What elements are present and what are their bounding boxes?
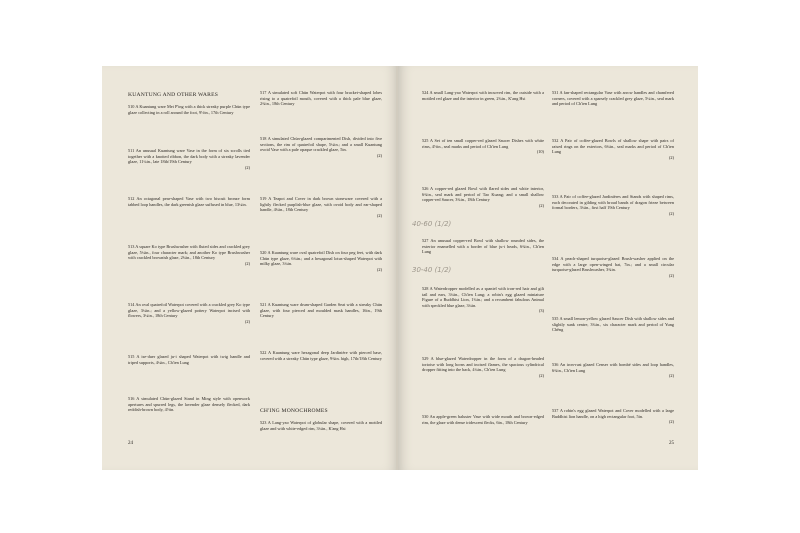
lot-text: 530 An apple-green baluster Vase with wide mouth and brown-edged rim, the glaze with dense iridescent flecks, 6in., 18th Century (422, 414, 544, 425)
lot-text: 524 A small Lang-yao Waterpot with incurved rim, the outside with a mottled red glaze and the interior in green, 2¾in., K'ang Hsi (422, 90, 544, 101)
lot-quantity: (2) (668, 419, 674, 425)
lot-text: 531 A fan-shaped rectangular Vase with arrow handles and chamfered corners, covered with a sparsely crackled grey glaze, 5¼in., seal mark and period of Ch'ien Lung (552, 90, 674, 107)
lot-537 (552, 408, 674, 425)
lot-quantity: (2) (244, 318, 250, 324)
lot-528 (422, 286, 544, 314)
lot-text: 533 A Pair of coffee-glazed Jardinières and Stands with shaped rims, each decorated in gilding with broad bands of dragon frieze between formal borders, 3¼in., first half 19th Century (552, 194, 674, 211)
lot-text: 528 A Waterdropper modelled as a spaniel with iron-red hair and gilt tail and ears, 3¼in., Ch'ien Lung; a robin's egg glazed miniature Figure of a Buddhist Lion, 1¾in.; and a recumbent fabulous Animal with speckled blue glaze, 3¼in. (422, 286, 544, 308)
lot-text: 515 A ise-duer glazed ju-i shaped Waterpot with twig handle and triped supports, 4¼in., Ch'ien Lung (128, 354, 250, 365)
open-catalogue (102, 66, 698, 470)
lot-text: 510 A Kuantung ware Mei P'ing with a thick streaky purple Chün type glaze collecting in a roll around the foot, 9½in., 17th Century (128, 104, 250, 115)
lot-text: 520 A Kuantung ware oval quatrefoil Dish on four peg feet, with dark Chün type glaze, 6¼in.; and a hexagonal lotus-shaped Waterpot with milky glaze, 3¼in. (260, 250, 382, 267)
lot-text: 518 A simulated Chün-glazed compartmented Dish, divided into five sections, the rim of quatrefoil shape, 5¼in.; and a small Kuantung ovoid Vase with a pale opaque crackled glaze, 5in. (260, 136, 382, 153)
lot-535 (552, 316, 674, 333)
lot-quantity: (2) (538, 372, 544, 378)
lot-520 (260, 250, 382, 272)
section-subheading: CH'ING MONOCHROMES (260, 408, 328, 414)
lot-text: 526 A copper-red glazed Bowl with flared sides and white interior, 6¾in., seal mark and period of Tao Kuang; and a small shallow copper-red Saucer, 3¾in., 18th Century (422, 186, 544, 203)
lot-text: 534 A peach-shaped turquoise-glazed Brush-washer applied on the edge with a large open-winged bat, 7in.; and a small circular turquoise-glazed Brushwasher, 3¾in. (552, 256, 674, 273)
lot-532 (552, 138, 674, 160)
lot-514 (128, 302, 250, 324)
lot-text: 529 A blue-glazed Waterdropper in the form of a dragon-headed tortoise with long horns and incised flames, the spacious cylindrical dropper fitting into the back, 4¼in., Ch'ien Lung (422, 356, 544, 373)
lot-quantity: (2) (244, 260, 250, 266)
lot-text: 525 A Set of ten small copper-red glazed Saucer Dishes with white rims, 4½in., seal marks and period of Ch'ien Lung (422, 138, 544, 149)
lot-517 (260, 90, 382, 107)
lot-text: 522 A Kuantung ware hexagonal deep Jardinière with pierced base, covered with a streaky Chün type glaze, 9¾in. high, 17th/18th Century (260, 350, 382, 361)
lot-519 (260, 196, 382, 218)
lot-518 (260, 136, 382, 158)
lot-530 (422, 414, 544, 425)
lot-533 (552, 194, 674, 216)
pencil-annotation: 30-40 (1/2) (412, 266, 452, 274)
section-heading: KUANTUNG AND OTHER WARES (128, 92, 218, 98)
page-number-right: 25 (669, 441, 674, 446)
lot-quantity: (2) (244, 164, 250, 170)
lot-text: 532 A Pair of coffee-glazed Bowls of shallow shape with pairs of raised rings on the exteriors, 6¾in., seal marks and period of Ch'ien Lung (552, 138, 674, 155)
lot-text: 517 A simulated soft Chün Waterpot with four bracket-shaped lobes rising to a quatrefoil mouth, covered with a thick pale blue glaze, 2¾in., 18th Century (260, 90, 382, 107)
lot-quantity: (3) (538, 308, 544, 314)
lot-534 (552, 256, 674, 278)
lot-531 (552, 90, 674, 107)
lot-quantity: (2) (668, 154, 674, 160)
right-page (398, 66, 698, 470)
lot-523 (260, 420, 382, 431)
lot-511 (128, 148, 250, 170)
lot-text: 512 An octagonal pear-shaped Vase with two biscuit bronze form tabbed loop handles, the dark greenish glaze suffused in blue, 13¼in. (128, 196, 250, 207)
lot-quantity: (2) (668, 272, 674, 278)
lot-526 (422, 186, 544, 208)
left-page (102, 66, 398, 470)
lot-text: 523 A Lang-yao Waterpot of globular shape, covered with a mottled glaze and with white-edged rim, 3¼in., K'ang Hsi (260, 420, 382, 431)
lot-527 (422, 238, 544, 255)
lot-quantity: (2) (376, 266, 382, 272)
lot-text: 527 An unusual copper-red Bowl with shallow rounded sides, the exterior enamelled with a border of blue ju-i heads, 6¾in., Ch'ien Lung (422, 238, 544, 255)
lot-522 (260, 350, 382, 361)
lot-text: 513 A square Ko type Brushwasher with fluted sides and crackled grey glaze, 5¼in., four character mark; and another Ko type Brushwasher with crackled brownish glaze, 2¾in., 18th Century (128, 244, 250, 261)
lot-text: 514 An oval quatrefoil Waterpot covered with a crackled grey Ko type glaze, 3¼in.; and a yellow-glazed pottery Waterpot incised with flowers, 3¼in., 18th Century (128, 302, 250, 319)
lot-521 (260, 302, 382, 319)
lot-text: 536 An iron-rust glazed Censer with bombé sides and loop handles, 6¾in., Ch'ien Lung (552, 362, 674, 373)
lot-quantity: (2) (668, 210, 674, 216)
page-number-left: 24 (128, 441, 133, 446)
lot-525 (422, 138, 544, 155)
lot-text: 521 A Kuantung ware drum-shaped Garden Seat with a streaky Chün glaze, with four pierced and moulded mask handles, 16in., 19th Century (260, 302, 382, 319)
lot-quantity: (10) (536, 149, 544, 155)
lot-quantity: (2) (376, 212, 382, 218)
pencil-annotation: 40-60 (1/2) (412, 220, 452, 228)
lot-512 (128, 196, 250, 207)
lot-text: 511 An unusual Kuantung ware Vase in the form of six scrolls tied together with a knotted ribbon, the dark body with a streaky lavender glaze, 11¼in., late 18th/19th Century (128, 148, 250, 165)
lot-quantity: (2) (538, 202, 544, 208)
lot-text: 519 A Teapot and Cover in dark brown stoneware covered with a lightly flecked purplish-blue glaze, with ovoid body and ear-shaped handle, 4¾in., 18th Century (260, 196, 382, 213)
lot-text: 537 A robin's egg glazed Waterpot and Cover modelled with a large Buddhist lion handle, on a high rectangular foot, 5in. (552, 408, 674, 419)
lot-text: 516 A simulated Chün-glazed Stand in Ming style with openwork apertures and spurred legs, the lavender glaze densely flecked, dark reddish-brown body, 4½in. (128, 396, 250, 413)
lot-524 (422, 90, 544, 101)
lot-quantity: (2) (376, 152, 382, 158)
lot-510 (128, 104, 250, 115)
lot-quantity: (2) (668, 373, 674, 379)
lot-515 (128, 354, 250, 365)
lot-516 (128, 396, 250, 413)
lot-529 (422, 356, 544, 378)
lot-513 (128, 244, 250, 266)
lot-text: 535 A small lemon-yellow glazed Saucer Dish with shallow sides and slightly sunk centre, 3¾in., six character mark and period of Yung Chêng (552, 316, 674, 333)
lot-536 (552, 362, 674, 379)
